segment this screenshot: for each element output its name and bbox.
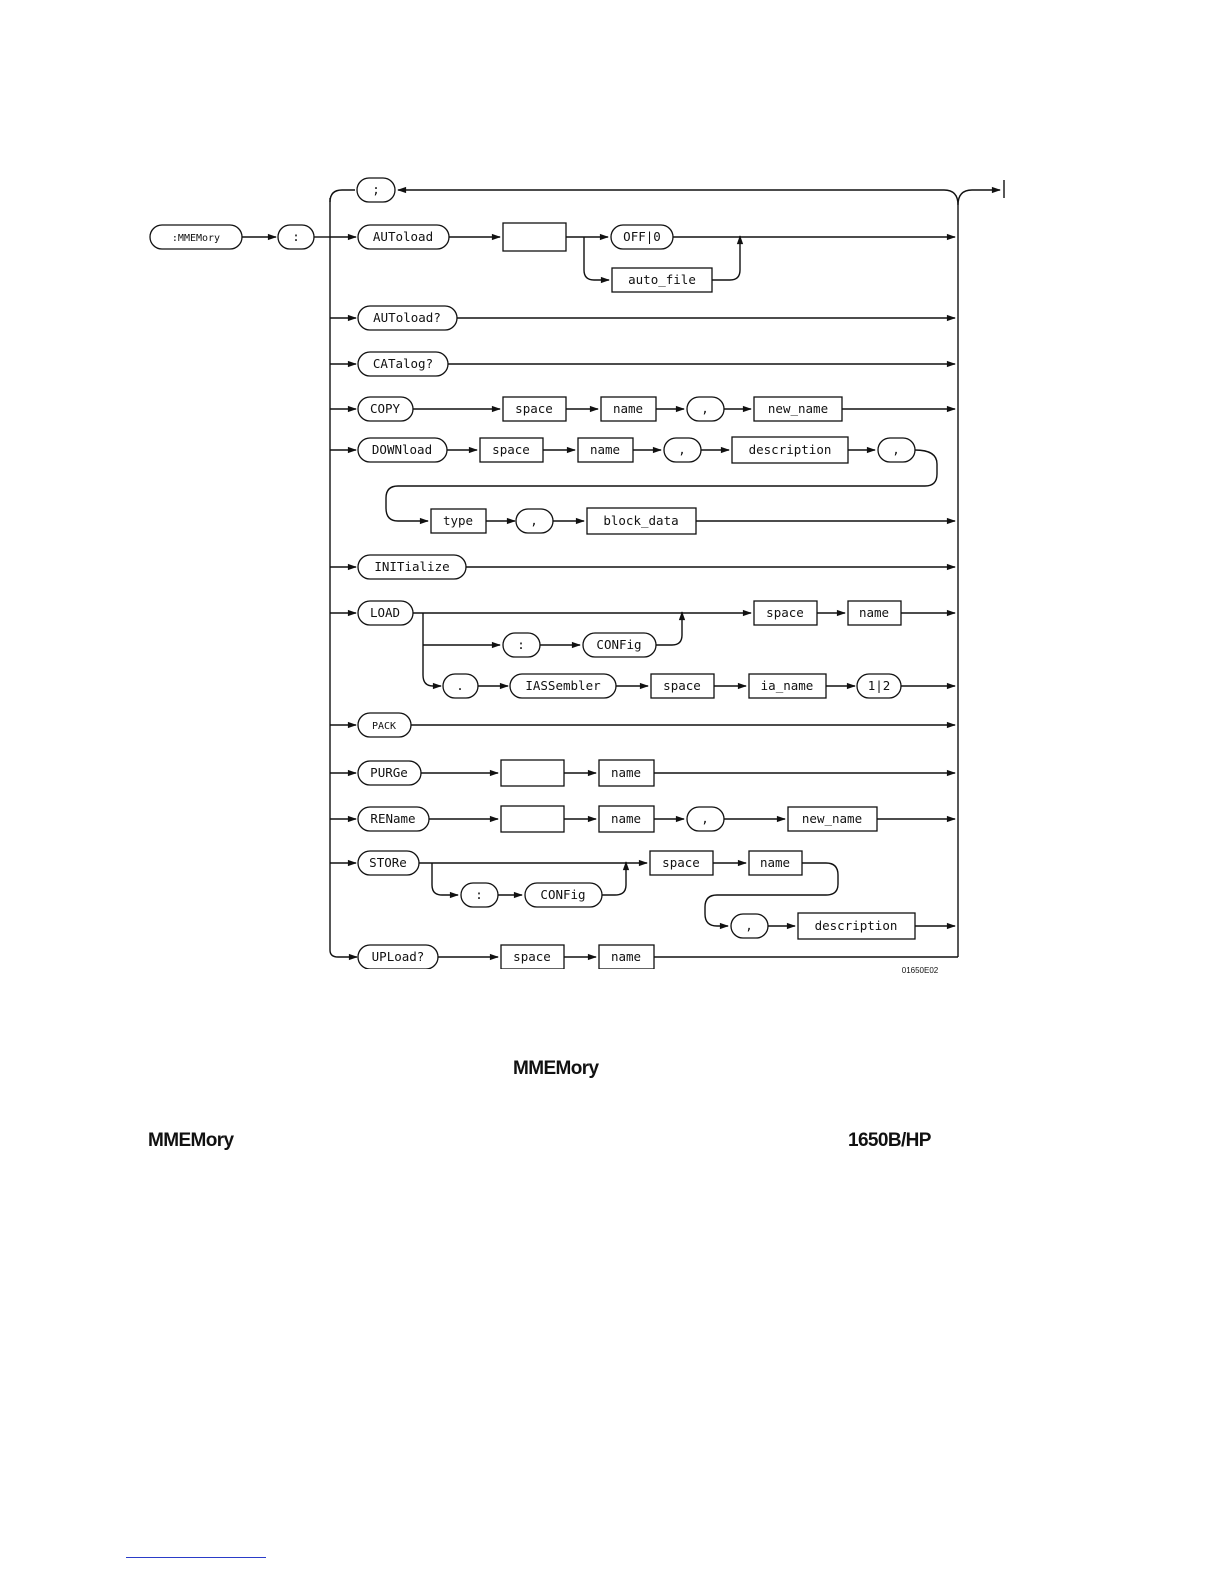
pill-upload-query [358,945,438,969]
pill-load [358,601,413,625]
svg-text:name: name [610,765,642,780]
svg-text:description: description [748,442,832,457]
box-autoload-space [503,223,566,251]
box-copy-space [503,397,566,421]
pill-store [358,851,419,875]
svg-text:space: space [663,678,701,693]
pill-semicolon-loop [357,178,395,202]
box-download-name [578,438,633,462]
footer-model: 1650B/HP [848,1130,931,1151]
svg-text:,: , [530,513,538,528]
svg-text:1|2: 1|2 [867,678,891,693]
box-ia-name [749,674,826,698]
pill-iassembler [510,674,616,698]
pill-one-two [857,674,901,698]
box-purge-name [599,760,654,786]
box-rename-space [501,806,564,832]
box-upload-space [501,945,564,969]
pill-colon-store [461,883,498,907]
box-upload-name [599,945,654,969]
svg-text:name: name [858,605,890,620]
svg-text:UPLoad?: UPLoad? [371,949,425,964]
loop-return-line [398,190,958,205]
svg-text:space: space [766,605,804,620]
svg-text:IASSembler: IASSembler [525,678,601,693]
svg-text:;: ; [372,182,380,197]
box-ia-space [651,674,714,698]
pill-catalog-query [358,352,448,376]
svg-text::: : [475,887,483,902]
box-store-space [650,851,713,875]
svg-text:name: name [610,949,642,964]
pill-mmemory [150,225,242,249]
svg-text:PURGe: PURGe [370,765,408,780]
svg-text:type: type [442,513,474,528]
pill-copy [358,397,413,421]
svg-text:AUToload: AUToload [372,229,434,244]
loop-down-line [330,190,355,202]
svg-text:name: name [612,401,644,416]
svg-text:COPY: COPY [369,401,401,416]
box-copy-name [601,397,656,421]
svg-text:REName: REName [370,811,416,826]
box-download-block-data [587,508,696,534]
svg-text:,: , [892,442,900,457]
svg-text:OFF|0: OFF|0 [623,229,661,244]
box-download-space [480,438,543,462]
upload-branch-line [330,950,357,957]
svg-text::: : [517,637,525,652]
pill-comma-download-3 [516,509,553,533]
svg-text:CONFig: CONFig [540,887,586,902]
svg-text:AUToload?: AUToload? [373,310,441,325]
svg-text:PACK: PACK [371,721,397,732]
svg-text:.: . [456,678,464,693]
svg-text:,: , [678,442,686,457]
pill-purge [358,761,421,785]
svg-text:space: space [513,949,551,964]
svg-text:CONFig: CONFig [596,637,642,652]
pill-colon-load [503,633,540,657]
svg-text:,: , [701,401,709,416]
svg-text:new_name: new_name [801,811,863,826]
pill-comma-store [731,914,768,938]
svg-text::MMEMory: :MMEMory [171,233,221,244]
pill-config-load [583,633,656,657]
pill-comma-download-2 [878,438,915,462]
svg-text:LOAD: LOAD [369,605,401,620]
pill-comma-rename [687,807,724,831]
svg-text:name: name [589,442,621,457]
svg-text:description: description [814,918,898,933]
box-load-space [754,601,817,625]
svg-text::: : [292,229,300,244]
pill-comma-copy [687,397,724,421]
box-rename-new-name [788,807,877,831]
svg-text:,: , [701,811,709,826]
pill-autoload-query [358,306,457,330]
svg-text:name: name [759,855,791,870]
svg-text:space: space [515,401,553,416]
pill-autoload [358,225,449,249]
pill-off-0 [611,225,673,249]
svg-text:CATalog?: CATalog? [372,356,434,371]
svg-text:STORe: STORe [369,855,407,870]
svg-text:DOWNload: DOWNload [371,442,433,457]
box-rename-name [599,806,654,832]
footer-section-name: MMEMory [148,1130,234,1151]
svg-text:block_data: block_data [603,513,679,528]
box-download-description [732,437,848,463]
box-copy-new-name [754,397,842,421]
box-download-type [431,509,486,533]
footer-rule [126,1557,266,1558]
pill-rename [358,807,429,831]
svg-text:space: space [662,855,700,870]
box-load-name [848,601,901,625]
pill-initialize [358,555,466,579]
box-auto-file [612,268,712,292]
exit-line [958,190,1000,205]
pill-download [358,438,447,462]
box-store-description [798,913,915,939]
pill-comma-download-1 [664,438,701,462]
figure-id: 01650E02 [901,966,939,975]
svg-text:auto_file: auto_file [628,272,696,287]
pill-config-store [525,883,602,907]
svg-text:ia_name: ia_name [760,678,814,693]
svg-text:space: space [492,442,530,457]
svg-text:new_name: new_name [767,401,829,416]
svg-text:INITialize: INITialize [374,559,450,574]
svg-text:,: , [745,918,753,933]
pill-colon-entry [278,225,314,249]
figure-caption-keyword: MMEMory [513,1058,599,1079]
pill-pack [358,713,411,737]
svg-text:name: name [610,811,642,826]
pill-dot-load [443,674,478,698]
box-purge-space [501,760,564,786]
box-store-name [749,851,802,875]
